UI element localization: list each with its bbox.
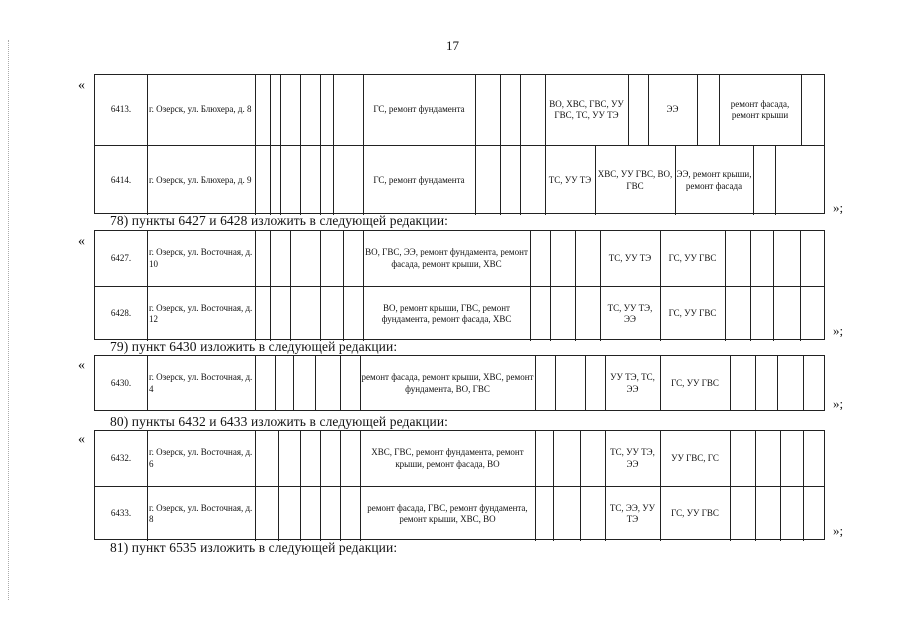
- row-number: 6432.: [110, 452, 132, 463]
- close-quote: »;: [833, 396, 844, 411]
- work-cell-a: УУ ТЭ, ТС, ЭЭ: [610, 372, 655, 394]
- table-row: [95, 231, 824, 286]
- address-cell: г. Озерск, ул. Блюхера, д. 9: [149, 174, 252, 185]
- section-caption: 79) пункт 6430 изложить в следующей редакции:: [110, 339, 398, 354]
- address-cell: г. Озерск, ул. Восточная, д. 12: [149, 302, 253, 324]
- row-number: 6414.: [110, 174, 132, 185]
- open-quote: «: [78, 78, 85, 93]
- work-cell-a: ТС, УУ ТЭ: [608, 252, 652, 263]
- section-caption: 81) пункт 6535 изложить в следующей редакции:: [110, 540, 398, 555]
- work-cell-a: ТС, УУ ТЭ, ЭЭ: [610, 447, 655, 469]
- work-cell-a: ТС, УУ ТЭ, ЭЭ: [607, 302, 653, 324]
- row-number: 6428.: [110, 308, 132, 319]
- address-cell: г. Озерск, ул. Блюхера, д. 8: [149, 104, 252, 115]
- row-number: 6427.: [110, 252, 132, 263]
- address-cell: г. Озерск, ул. Восточная, д. 4: [149, 372, 253, 394]
- work-cell-a: ТС, ЭЭ, УУ ТЭ: [609, 502, 656, 524]
- table-6432-6433: [94, 430, 825, 540]
- margin-scan-mark: [8, 40, 9, 600]
- table-row: [95, 486, 824, 541]
- section-caption: 78) пункты 6427 и 6428 изложить в следующей редакции:: [110, 213, 449, 228]
- work-cell: ремонт фасада, ремонт крыши, ХВС, ремонт фундамента, ВО, ГВС: [361, 372, 534, 394]
- work-cell-a: ТС, УУ ТЭ: [548, 174, 592, 185]
- table-row: [95, 431, 824, 486]
- table-6413-6414: [94, 74, 825, 214]
- open-quote: «: [78, 358, 85, 373]
- row-number: 6413.: [110, 104, 132, 115]
- page-number: 17: [446, 38, 459, 53]
- work-cell: ГС, ремонт фундамента: [373, 174, 465, 185]
- work-cell: ВО, ремонт крыши, ГВС, ремонт фундамента, ремонт фасада, ХВС: [381, 302, 512, 324]
- work-cell-b: ГС, УУ ГВС: [671, 377, 719, 388]
- work-cell-b: ГС, УУ ГВС: [671, 508, 719, 519]
- table-6427-6428: [94, 230, 825, 340]
- address-cell: г. Озерск, ул. Восточная, д. 6: [149, 447, 253, 469]
- close-quote: »;: [833, 323, 844, 338]
- work-cell: ХВС, ГВС, ремонт фундамента, ремонт крыши, ремонт фасада, ВО: [371, 447, 524, 469]
- work-cell: ВО, ГВС, ЭЭ, ремонт фундамента, ремонт фасада, ремонт крыши, ХВС: [365, 247, 528, 269]
- table-row: [95, 75, 824, 145]
- table-row: [95, 356, 824, 411]
- open-quote: «: [78, 234, 85, 249]
- work-cell-b: ГС, УУ ГВС: [668, 252, 717, 263]
- table-row: [95, 145, 824, 215]
- work-cell-b: ГС, УУ ГВС: [668, 308, 717, 319]
- row-number: 6433.: [110, 508, 132, 519]
- work-cell-a: ВО, ХВС, ГВС, УУ ГВС, ТС, УУ ТЭ: [549, 98, 624, 120]
- work-cell: ремонт фасада, ГВС, ремонт фундамента, ремонт крыши, ХВС, ВО: [367, 502, 528, 524]
- section-caption: 80) пункты 6432 и 6433 изложить в следующей редакции:: [110, 414, 449, 429]
- work-cell-b: ЭЭ: [666, 104, 679, 115]
- work-cell-c: ремонт фасада, ремонт крыши: [730, 98, 790, 120]
- work-cell-b: УУ ГВС, ГС: [671, 452, 719, 463]
- table-6430: [94, 355, 825, 411]
- close-quote: »;: [833, 523, 844, 538]
- work-cell-b: ХВС, УУ ГВС, ВО, ГВС: [597, 169, 673, 191]
- address-cell: г. Озерск, ул. Восточная, д. 8: [149, 502, 253, 524]
- work-cell: ГС, ремонт фундамента: [373, 104, 465, 115]
- work-cell-c: ЭЭ, ремонт крыши, ремонт фасада: [676, 169, 752, 191]
- table-row: [95, 286, 824, 341]
- open-quote: «: [78, 432, 85, 447]
- row-number: 6430.: [110, 377, 132, 388]
- address-cell: г. Озерск, ул. Восточная, д. 10: [149, 247, 253, 269]
- close-quote: »;: [833, 200, 844, 215]
